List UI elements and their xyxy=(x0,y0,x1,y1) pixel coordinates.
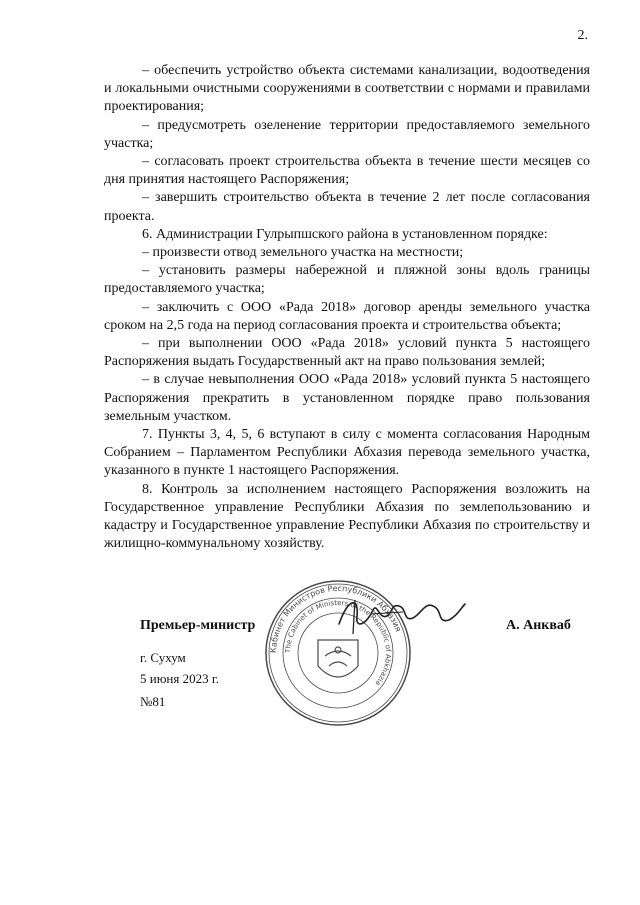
paragraph: – завершить строительство объекта в течение 2 лет после согласования проекта. xyxy=(104,190,590,224)
page-number: 2. xyxy=(577,28,588,43)
coat-of-arms-emblem xyxy=(318,640,358,677)
paragraph: 8. Контроль за исполнением настоящего Распоряжения возложить на Государственное управление Республики Абхазия по землепользованию и кадастру и Государственное управление Республики Абхазия по строительству и жилищно-коммунальному хозяйству. xyxy=(104,481,590,552)
paragraph: 7. Пункты 3, 4, 5, 6 вступают в силу с момента согласования Народным Собранием – Парламентом Республики Абхазия перевода земельного участка, указанного в пункте 1 настоящего Распоряжения. xyxy=(104,427,590,479)
paragraph: – согласовать проект строительства объекта в течение шести месяцев со дня принятия настоящего Распоряжения; xyxy=(104,154,590,188)
paragraph: – установить размеры набережной и пляжной зоны вдоль границы предоставляемого участка; xyxy=(104,263,590,297)
paragraph: – произвести отвод земельного участка на местности; xyxy=(142,245,464,261)
document-city: г. Сухум xyxy=(140,650,186,665)
paragraph: – в случае невыполнения ООО «Рада 2018» условий пункта 5 настоящего Распоряжения прекратить в установленном порядке право пользования земельным участком. xyxy=(104,372,590,424)
paragraph: – предусмотреть озеленение территории предоставляемого земельного участка; xyxy=(104,117,590,151)
document-date: 5 июня 2023 г. xyxy=(140,671,219,686)
signatory-title: Премьер-министр xyxy=(140,618,256,633)
document-number: №81 xyxy=(140,694,166,709)
signatory-name: А. Анкваб xyxy=(506,618,571,633)
paragraph: – обеспечить устройство объекта системами канализации, водоотведения и локальными очистными сооружениями в соответствии с нормами и правилами проектирования; xyxy=(104,63,590,115)
handwritten-signature xyxy=(333,590,468,638)
paragraph: – при выполнении ООО «Рада 2018» условий пункта 5 настоящего Распоряжения выдать Государственный акт на право пользования землей; xyxy=(104,336,590,370)
paragraph: 6. Администрации Гулрыпшского района в установленном порядке: xyxy=(142,226,548,242)
seal-inner-text: The Cabinet of Ministers of the Republic of Abkhazia xyxy=(283,598,393,688)
seal-outer-text: Кабинет Министров Республики Абхазия xyxy=(268,583,403,654)
paragraph: – заключить с ООО «Рада 2018» договор аренды земельного участка сроком на 2,5 года на период согласования проекта и строительства объекта; xyxy=(104,299,590,333)
